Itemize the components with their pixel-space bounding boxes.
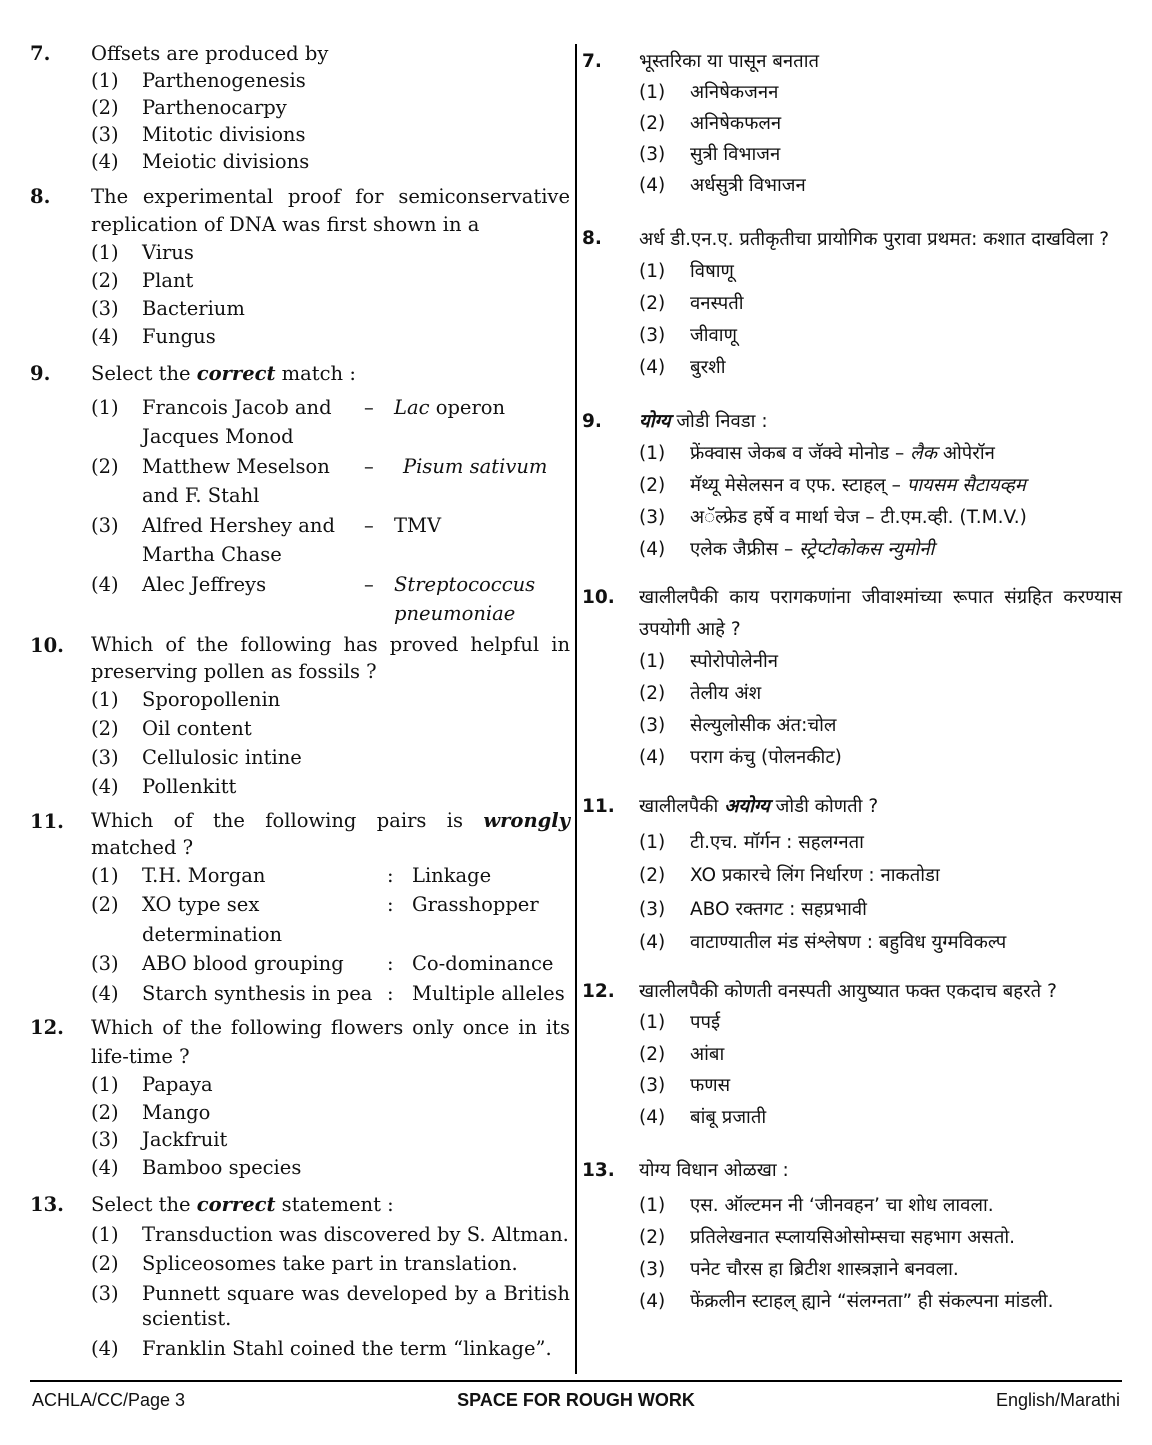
option-text: वाटाण्यातील मंड संश्लेषण : बहुविध युग्मविकल्प	[690, 932, 1007, 953]
match-left: फ्रेंक्वास जेकब व जॅक्वे मोनोड	[690, 443, 890, 464]
stem-text: statement :	[275, 1193, 394, 1216]
match-text	[690, 502, 1122, 534]
pair-left: XO type sex determination	[142, 893, 283, 946]
option-number: (2)	[639, 475, 666, 496]
option-2	[639, 678, 1122, 710]
option-text: Mango	[142, 1100, 211, 1124]
option-2	[91, 267, 570, 295]
pair-separator: :	[387, 981, 394, 1005]
option-2	[91, 94, 570, 121]
question-number: 9.	[30, 362, 51, 385]
option-3	[639, 139, 1122, 170]
stem-emphasis: correct	[196, 362, 276, 385]
question-13-en	[30, 1190, 570, 1363]
match-left: एलेक जैफ्रीस	[690, 539, 779, 560]
stem-emphasis: अयोग्य	[724, 796, 770, 817]
option-number: (1)	[639, 1012, 666, 1033]
stem-emphasis: wrongly	[483, 808, 570, 832]
match-row-2	[91, 452, 570, 511]
pair-right: Co-dominance	[412, 952, 554, 975]
footer-rule	[30, 1380, 1122, 1382]
option-2	[639, 108, 1122, 139]
option-4	[91, 772, 570, 801]
option-number: (3)	[639, 507, 666, 528]
match-row-1	[639, 438, 1122, 470]
stem-text: Select the	[91, 362, 197, 385]
option-1	[91, 67, 570, 94]
question-number: 7.	[582, 51, 602, 72]
question-number: 8.	[582, 228, 602, 249]
option-text: Jackfruit	[142, 1128, 228, 1151]
option-text: फेंक्रलीन स्टाहल् ह्याने “संलग्नता” ही संकल्पना मांडली.	[690, 1291, 1054, 1312]
match-right-text: TMV	[394, 513, 442, 537]
option-4	[639, 1102, 1122, 1134]
pair-separator: :	[387, 893, 394, 916]
option-number: (4)	[639, 539, 666, 560]
question-number: 7.	[30, 42, 51, 65]
option-4	[639, 926, 1122, 960]
option-1	[639, 826, 1122, 860]
match-text	[690, 534, 1122, 566]
match-dash: –	[364, 395, 374, 419]
option-number: (2)	[91, 96, 119, 119]
option-number: (4)	[91, 1155, 119, 1179]
option-text: बुरशी	[690, 357, 726, 378]
question-stem	[91, 1190, 570, 1220]
pair-row-2	[91, 890, 570, 949]
option-number: (3)	[639, 1259, 666, 1280]
pair-separator: :	[387, 952, 394, 975]
match-row-4	[639, 534, 1122, 566]
option-4	[639, 352, 1122, 384]
question-number: 11.	[30, 809, 64, 833]
option-4	[91, 1331, 570, 1364]
option-number: (3)	[639, 1075, 666, 1096]
question-stem: Which of the following has proved helpful in preserving pollen as fossils ?	[91, 632, 570, 683]
match-right-text: टी.एम.व्ही. (T.M.V.)	[880, 507, 1027, 528]
match-right	[394, 393, 570, 452]
option-2	[639, 1222, 1122, 1254]
question-number: 12.	[582, 980, 615, 1002]
option-text: Virus	[142, 241, 194, 264]
language-label: English/Marathi	[995, 1390, 1120, 1410]
stem-emphasis: योग्य	[639, 411, 671, 432]
option-number: (3)	[639, 144, 666, 165]
option-number: (4)	[91, 981, 119, 1005]
option-2	[639, 859, 1122, 893]
option-number: (3)	[91, 952, 119, 975]
pair-right: Grasshopper	[412, 893, 539, 916]
option-text: अनिषेकफलन	[690, 113, 782, 134]
question-stem: The experimental proof for semiconservative replication of DNA was first shown in a	[91, 185, 570, 236]
question-number: 11.	[582, 796, 615, 817]
option-1	[639, 1007, 1122, 1039]
option-text: Spliceosomes take part in translation.	[142, 1252, 518, 1275]
option-text: Transduction was discovered by S. Altman.	[142, 1222, 569, 1246]
option-1	[91, 685, 570, 714]
match-dash: –	[364, 513, 374, 537]
match-row-3	[639, 502, 1122, 534]
question-8-en	[30, 183, 570, 351]
option-number: (2)	[639, 865, 666, 886]
option-1	[639, 646, 1122, 678]
marathi-column	[582, 46, 1122, 1318]
option-text: एस. ऑल्टमन नी ‘जीनवहन’ चा शोध लावला.	[690, 1195, 994, 1216]
option-text: पनेट चौरस हा ब्रिटीश शास्त्रज्ञाने बनवला.	[690, 1259, 959, 1280]
option-text: Bamboo species	[142, 1155, 302, 1179]
question-10-en	[30, 631, 570, 801]
match-dash: –	[885, 475, 907, 496]
option-text: Bacterium	[142, 297, 245, 320]
question-10-mr	[582, 582, 1122, 774]
match-right-text: ओपेरॉन	[936, 443, 995, 464]
option-text: वनस्पती	[690, 293, 744, 314]
stem-text: खालीलपैकी	[639, 796, 725, 817]
question-stem: खालीलपैकी कोणती वनस्पती आयुष्यात फक्त एकदाच बहरते ?	[639, 980, 1057, 1002]
match-right-italic: Pisum sativum	[403, 454, 548, 478]
option-3	[639, 893, 1122, 927]
match-right-italic: लैक	[910, 443, 937, 464]
option-3	[91, 1126, 570, 1154]
match-right	[394, 452, 570, 511]
pair-row-1	[91, 861, 570, 891]
match-dash: –	[778, 539, 800, 560]
option-number: (2)	[639, 683, 666, 704]
option-2	[639, 1039, 1122, 1071]
option-number: (2)	[91, 893, 119, 916]
option-text: पपई	[690, 1012, 721, 1033]
question-number: 9.	[582, 411, 602, 432]
match-row-3	[91, 511, 570, 570]
match-right-italic: Lac	[394, 395, 430, 419]
option-text: स्पोरोपोलेनीन	[690, 651, 779, 672]
option-number: (2)	[639, 113, 666, 134]
option-number: (4)	[639, 175, 666, 196]
option-1	[639, 256, 1122, 288]
pair-separator: :	[387, 863, 394, 887]
question-stem: भूस्तरिका या पासून बनतात	[639, 51, 820, 72]
option-text: Franklin Stahl coined the term “linkage”.	[142, 1336, 552, 1360]
option-1	[91, 1071, 570, 1099]
option-1	[639, 77, 1122, 108]
option-3	[91, 743, 570, 772]
pair-row-4	[91, 979, 570, 1009]
option-number: (1)	[91, 687, 119, 711]
match-right-italic: पायसम सैटायव्हम	[906, 475, 1026, 496]
question-stem	[639, 406, 1122, 438]
option-3	[639, 1254, 1122, 1286]
question-stem	[91, 807, 570, 861]
option-number: (3)	[91, 1128, 119, 1151]
option-text: सेल्युलोसीक अंत:चोल	[690, 715, 837, 736]
match-dash: –	[364, 454, 374, 478]
option-number: (2)	[639, 1043, 666, 1065]
question-11-mr	[582, 790, 1122, 960]
option-text: Parthenocarpy	[142, 96, 287, 119]
option-text: Pollenkitt	[142, 774, 237, 798]
match-left: Francois Jacob and Jacques Monod	[142, 395, 332, 448]
option-number: (2)	[91, 1100, 119, 1124]
option-text: Parthenogenesis	[142, 69, 306, 92]
match-right-italic: स्ट्रेप्टोकोकस न्युमोनी	[799, 539, 935, 560]
option-text: Fungus	[142, 325, 216, 348]
option-text: Mitotic divisions	[142, 123, 306, 146]
option-text: Sporopollenin	[142, 687, 281, 711]
question-stem: Offsets are produced by	[91, 42, 329, 65]
option-text: विषाणू	[690, 261, 734, 282]
option-2	[639, 288, 1122, 320]
stem-text: Which of the following pairs is	[91, 808, 484, 832]
match-row-1	[91, 393, 570, 452]
option-3	[91, 295, 570, 323]
pair-left: Starch synthesis in pea	[142, 981, 373, 1005]
option-number: (2)	[91, 716, 119, 740]
option-number: (4)	[639, 932, 666, 953]
question-stem: अर्ध डी.एन.ए. प्रतीकृतीचा प्रायोगिक पुरावा प्रथमत: कशात दाखविला ?	[639, 229, 1110, 250]
pair-left: T.H. Morgan	[142, 863, 266, 887]
option-1	[91, 1220, 570, 1250]
option-text: प्रतिलेखनात स्प्लायसिओसोम्सचा सहभाग असतो.	[690, 1227, 1016, 1248]
option-number: (1)	[91, 395, 119, 419]
option-number: (1)	[639, 443, 666, 464]
option-text: जीवाणू	[690, 325, 737, 346]
option-text: अर्धसुत्री विभाजन	[690, 175, 806, 196]
option-4	[91, 148, 570, 175]
option-number: (1)	[639, 261, 666, 282]
option-number: (2)	[639, 1227, 666, 1248]
option-3	[639, 710, 1122, 742]
question-stem: Which of the following flowers only once in its life-time ?	[91, 1016, 570, 1068]
option-number: (3)	[91, 297, 119, 320]
option-text: Plant	[142, 269, 194, 292]
option-number: (4)	[639, 357, 666, 378]
match-left: अॅल्फ्रेड हर्षे व मार्था चेज	[690, 507, 860, 528]
pair-left: ABO blood grouping	[142, 952, 344, 975]
option-number: (2)	[91, 1252, 119, 1275]
option-number: (3)	[639, 715, 666, 736]
stem-text: जोडी कोणती ?	[769, 796, 879, 817]
option-number: (1)	[91, 1073, 119, 1096]
question-11-en	[30, 807, 570, 1009]
match-dash: –	[859, 507, 881, 528]
pair-row-3	[91, 949, 570, 979]
option-4	[91, 1154, 570, 1182]
question-12-en	[30, 1014, 570, 1181]
option-text: Papaya	[142, 1073, 213, 1096]
rough-work-label: SPACE FOR ROUGH WORK	[457, 1390, 695, 1410]
match-left: Alfred Hershey and Martha Chase	[142, 513, 335, 566]
option-4	[639, 170, 1122, 201]
match-right	[394, 570, 534, 629]
stem-text: Select the	[91, 1193, 197, 1216]
stem-emphasis: correct	[196, 1193, 276, 1216]
option-number: (3)	[91, 513, 119, 537]
pair-right: Linkage	[412, 863, 492, 887]
option-number: (1)	[639, 82, 666, 103]
option-number: (3)	[639, 325, 666, 346]
option-number: (1)	[639, 831, 666, 853]
option-number: (4)	[91, 1336, 119, 1360]
option-number: (2)	[91, 269, 119, 292]
question-13-mr	[582, 1155, 1122, 1318]
stem-text: matched ?	[91, 835, 194, 859]
option-number: (4)	[639, 1291, 666, 1312]
question-12-mr	[582, 976, 1122, 1134]
english-column	[30, 40, 570, 1363]
option-number: (2)	[639, 293, 666, 314]
match-dash: –	[364, 572, 374, 596]
option-2	[91, 1099, 570, 1127]
option-text: अनिषेकजनन	[690, 82, 779, 103]
option-number: (4)	[91, 572, 119, 596]
option-number: (4)	[91, 774, 119, 798]
option-text: बांबू प्रजाती	[690, 1106, 767, 1128]
question-number: 13.	[582, 1160, 615, 1181]
question-stem	[91, 359, 570, 389]
question-stem	[639, 790, 1122, 824]
page-code: ACHLA/CC/Page 3	[32, 1390, 186, 1410]
option-number: (4)	[639, 1106, 666, 1128]
option-text: Cellulosic intine	[142, 745, 302, 769]
option-text: XO प्रकारचे लिंग निर्धारण : नाकतोडा	[690, 865, 940, 886]
question-7-mr	[582, 46, 1122, 201]
option-number: (1)	[639, 651, 666, 672]
match-right-text: operon	[429, 395, 506, 419]
column-divider	[575, 44, 577, 1374]
option-number: (4)	[91, 150, 119, 173]
question-number: 10.	[582, 587, 615, 608]
question-stem: योग्य विधान ओळखा :	[639, 1160, 789, 1181]
option-3	[91, 1279, 570, 1331]
option-number: (3)	[91, 745, 119, 769]
question-9-mr	[582, 406, 1122, 566]
question-9-en	[30, 359, 570, 629]
option-text: तेलीय अंश	[690, 683, 762, 704]
option-text: पराग कंचु (पोलनकीट)	[690, 747, 842, 768]
question-number: 13.	[30, 1193, 64, 1216]
question-number: 8.	[30, 185, 51, 208]
option-number: (1)	[91, 69, 119, 92]
option-text: ABO रक्तगट : सहप्रभावी	[690, 898, 867, 920]
question-number: 10.	[30, 633, 64, 657]
option-number: (3)	[91, 123, 119, 146]
stem-text: match :	[275, 362, 356, 385]
question-7-en	[30, 40, 570, 175]
option-text: Meiotic divisions	[142, 150, 310, 173]
option-1	[639, 1190, 1122, 1222]
stem-text: जोडी निवडा :	[670, 411, 768, 432]
option-3	[639, 1070, 1122, 1102]
option-number: (3)	[91, 1281, 119, 1305]
match-dash: –	[889, 443, 911, 464]
option-3	[639, 320, 1122, 352]
option-text: टी.एच. मॉर्गन : सहलग्नता	[690, 831, 864, 853]
option-text: फणस	[690, 1075, 731, 1096]
option-2	[91, 714, 570, 743]
option-text: Punnett square was developed by a British scientist.	[142, 1281, 570, 1330]
option-number: (1)	[639, 1195, 666, 1216]
option-4	[91, 323, 570, 351]
option-4	[639, 1286, 1122, 1318]
match-text	[690, 438, 1122, 470]
option-2	[91, 1249, 570, 1279]
option-text: आंबा	[690, 1043, 725, 1065]
question-8-mr	[582, 223, 1122, 384]
question-stem: खालीलपैकी काय परागकणांना जीवाश्मांच्या रूपात संग्रहित करण्यास उपयोगी आहे ?	[639, 587, 1122, 640]
option-number: (2)	[91, 454, 119, 478]
option-number: (4)	[639, 747, 666, 768]
question-number: 12.	[30, 1016, 64, 1039]
option-4	[639, 742, 1122, 774]
match-right	[394, 511, 570, 570]
option-number: (1)	[91, 241, 119, 264]
match-left: Matthew Meselson and F. Stahl	[142, 454, 330, 507]
option-1	[91, 239, 570, 267]
option-3	[91, 121, 570, 148]
option-number: (1)	[91, 1222, 119, 1246]
option-text: Oil content	[142, 716, 252, 740]
match-row-2	[639, 470, 1122, 502]
pair-right: Multiple alleles	[412, 981, 565, 1005]
match-left: Alec Jeffreys	[142, 572, 267, 596]
option-text: सुत्री विभाजन	[690, 144, 781, 165]
option-number: (3)	[639, 898, 666, 920]
match-left: मॅथ्यू मेसेलसन व एफ. स्टाहल्	[690, 475, 886, 496]
match-text	[690, 470, 1122, 502]
match-right-italic: Streptococcus pneumoniae	[394, 572, 536, 625]
option-number: (1)	[91, 863, 119, 887]
match-row-4	[91, 570, 570, 629]
option-number: (4)	[91, 325, 119, 348]
